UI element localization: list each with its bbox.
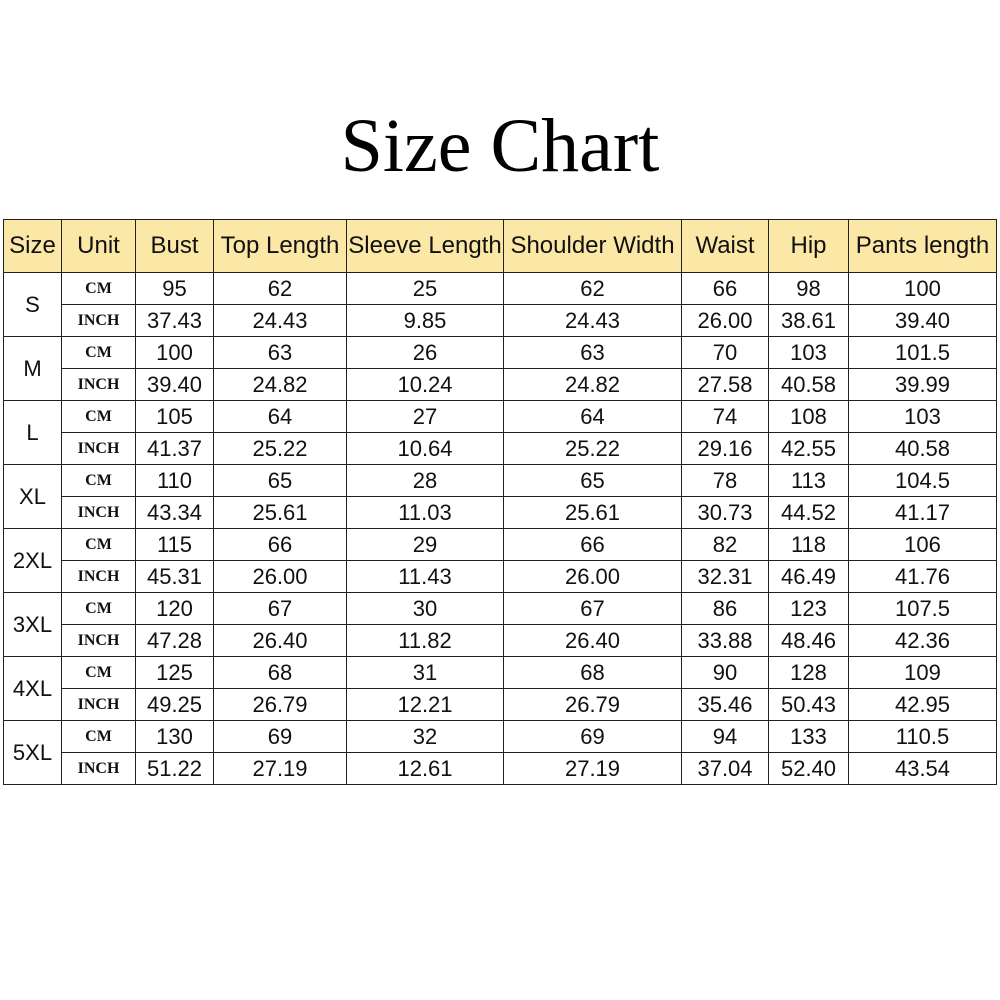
- pants-length-cm-cell: 110.5: [849, 721, 997, 753]
- table-row: [4, 273, 997, 305]
- unit-label: INCH: [62, 497, 136, 529]
- hip-inch-cell: 48.46: [769, 625, 849, 657]
- waist-cm-cell: 90: [682, 657, 769, 689]
- sleeve-length-inch-cell: 11.03: [347, 497, 504, 529]
- top-length-cm-cell: 68: [214, 657, 347, 689]
- top-length-inch-cell: 26.40: [214, 625, 347, 657]
- size-label: XL: [4, 465, 62, 529]
- unit-label: INCH: [62, 369, 136, 401]
- table-row: [4, 369, 997, 401]
- bust-inch-cell: 39.40: [136, 369, 214, 401]
- size-label: 3XL: [4, 593, 62, 657]
- size-label: 4XL: [4, 657, 62, 721]
- unit-label: INCH: [62, 625, 136, 657]
- sleeve-length-cm-cell: 25: [347, 273, 504, 305]
- table-row: [4, 305, 997, 337]
- pants-length-inch-cell: 39.40: [849, 305, 997, 337]
- size-label: 2XL: [4, 529, 62, 593]
- waist-cm-cell: 86: [682, 593, 769, 625]
- size-label: 5XL: [4, 721, 62, 785]
- hip-inch-cell: 46.49: [769, 561, 849, 593]
- pants-length-inch-cell: 43.54: [849, 753, 997, 785]
- shoulder-width-inch-cell: 25.22: [504, 433, 682, 465]
- shoulder-width-cm-cell: 63: [504, 337, 682, 369]
- bust-cm-cell: 125: [136, 657, 214, 689]
- unit-label: INCH: [62, 305, 136, 337]
- shoulder-width-cm-cell: 64: [504, 401, 682, 433]
- sleeve-length-cm-cell: 27: [347, 401, 504, 433]
- hip-inch-cell: 44.52: [769, 497, 849, 529]
- top-length-inch-cell: 25.61: [214, 497, 347, 529]
- pants-length-cm-cell: 100: [849, 273, 997, 305]
- waist-inch-cell: 32.31: [682, 561, 769, 593]
- shoulder-width-inch-cell: 26.00: [504, 561, 682, 593]
- top-length-cm-cell: 62: [214, 273, 347, 305]
- shoulder-width-cm-cell: 62: [504, 273, 682, 305]
- header-shoulder-width: Shoulder Width: [504, 220, 682, 273]
- table-header-row: [4, 220, 997, 273]
- shoulder-width-cm-cell: 65: [504, 465, 682, 497]
- bust-inch-cell: 41.37: [136, 433, 214, 465]
- pants-length-inch-cell: 40.58: [849, 433, 997, 465]
- unit-label: CM: [62, 401, 136, 433]
- size-label: L: [4, 401, 62, 465]
- waist-cm-cell: 82: [682, 529, 769, 561]
- table-row: [4, 561, 997, 593]
- table-row: [4, 753, 997, 785]
- shoulder-width-inch-cell: 24.43: [504, 305, 682, 337]
- hip-inch-cell: 52.40: [769, 753, 849, 785]
- top-length-cm-cell: 69: [214, 721, 347, 753]
- shoulder-width-inch-cell: 24.82: [504, 369, 682, 401]
- shoulder-width-cm-cell: 66: [504, 529, 682, 561]
- unit-label: CM: [62, 721, 136, 753]
- waist-cm-cell: 66: [682, 273, 769, 305]
- hip-cm-cell: 103: [769, 337, 849, 369]
- top-length-cm-cell: 67: [214, 593, 347, 625]
- unit-label: INCH: [62, 689, 136, 721]
- sleeve-length-inch-cell: 9.85: [347, 305, 504, 337]
- header-unit: Unit: [62, 220, 136, 273]
- waist-cm-cell: 74: [682, 401, 769, 433]
- waist-inch-cell: 37.04: [682, 753, 769, 785]
- sleeve-length-cm-cell: 29: [347, 529, 504, 561]
- top-length-cm-cell: 63: [214, 337, 347, 369]
- top-length-cm-cell: 64: [214, 401, 347, 433]
- unit-label: INCH: [62, 753, 136, 785]
- sleeve-length-cm-cell: 32: [347, 721, 504, 753]
- bust-cm-cell: 110: [136, 465, 214, 497]
- table-row: [4, 465, 997, 497]
- header-top-length: Top Length: [214, 220, 347, 273]
- hip-inch-cell: 38.61: [769, 305, 849, 337]
- sleeve-length-inch-cell: 12.21: [347, 689, 504, 721]
- sleeve-length-inch-cell: 10.24: [347, 369, 504, 401]
- table-row: [4, 593, 997, 625]
- pants-length-inch-cell: 42.95: [849, 689, 997, 721]
- bust-cm-cell: 115: [136, 529, 214, 561]
- unit-label: CM: [62, 593, 136, 625]
- waist-inch-cell: 33.88: [682, 625, 769, 657]
- header-size: Size: [4, 220, 62, 273]
- header-waist: Waist: [682, 220, 769, 273]
- header-sleeve-length: Sleeve Length: [347, 220, 504, 273]
- top-length-cm-cell: 65: [214, 465, 347, 497]
- table-row: [4, 497, 997, 529]
- pants-length-inch-cell: 41.76: [849, 561, 997, 593]
- waist-inch-cell: 29.16: [682, 433, 769, 465]
- bust-inch-cell: 37.43: [136, 305, 214, 337]
- size-chart-table: [3, 219, 997, 785]
- pants-length-cm-cell: 109: [849, 657, 997, 689]
- bust-cm-cell: 105: [136, 401, 214, 433]
- header-bust: Bust: [136, 220, 214, 273]
- shoulder-width-cm-cell: 69: [504, 721, 682, 753]
- waist-inch-cell: 26.00: [682, 305, 769, 337]
- hip-inch-cell: 50.43: [769, 689, 849, 721]
- waist-inch-cell: 30.73: [682, 497, 769, 529]
- top-length-inch-cell: 24.82: [214, 369, 347, 401]
- header-hip: Hip: [769, 220, 849, 273]
- sleeve-length-inch-cell: 12.61: [347, 753, 504, 785]
- waist-cm-cell: 78: [682, 465, 769, 497]
- shoulder-width-inch-cell: 26.79: [504, 689, 682, 721]
- sleeve-length-inch-cell: 10.64: [347, 433, 504, 465]
- bust-cm-cell: 130: [136, 721, 214, 753]
- size-label: S: [4, 273, 62, 337]
- pants-length-inch-cell: 41.17: [849, 497, 997, 529]
- table-row: [4, 657, 997, 689]
- hip-cm-cell: 123: [769, 593, 849, 625]
- table-row: [4, 721, 997, 753]
- hip-inch-cell: 40.58: [769, 369, 849, 401]
- unit-label: CM: [62, 273, 136, 305]
- sleeve-length-inch-cell: 11.43: [347, 561, 504, 593]
- table-row: [4, 689, 997, 721]
- hip-cm-cell: 108: [769, 401, 849, 433]
- top-length-inch-cell: 26.00: [214, 561, 347, 593]
- table-body: [4, 273, 997, 785]
- waist-inch-cell: 35.46: [682, 689, 769, 721]
- shoulder-width-cm-cell: 67: [504, 593, 682, 625]
- bust-cm-cell: 100: [136, 337, 214, 369]
- sleeve-length-inch-cell: 11.82: [347, 625, 504, 657]
- sleeve-length-cm-cell: 31: [347, 657, 504, 689]
- top-length-inch-cell: 26.79: [214, 689, 347, 721]
- bust-inch-cell: 47.28: [136, 625, 214, 657]
- unit-label: CM: [62, 337, 136, 369]
- table-row: [4, 337, 997, 369]
- table-row: [4, 529, 997, 561]
- bust-cm-cell: 120: [136, 593, 214, 625]
- table-row: [4, 625, 997, 657]
- pants-length-cm-cell: 101.5: [849, 337, 997, 369]
- bust-inch-cell: 45.31: [136, 561, 214, 593]
- unit-label: CM: [62, 657, 136, 689]
- unit-label: CM: [62, 465, 136, 497]
- header-pants-length: Pants length: [849, 220, 997, 273]
- waist-cm-cell: 70: [682, 337, 769, 369]
- sleeve-length-cm-cell: 28: [347, 465, 504, 497]
- hip-cm-cell: 113: [769, 465, 849, 497]
- sleeve-length-cm-cell: 30: [347, 593, 504, 625]
- unit-label: CM: [62, 529, 136, 561]
- hip-cm-cell: 128: [769, 657, 849, 689]
- hip-cm-cell: 118: [769, 529, 849, 561]
- pants-length-inch-cell: 39.99: [849, 369, 997, 401]
- top-length-inch-cell: 27.19: [214, 753, 347, 785]
- top-length-inch-cell: 25.22: [214, 433, 347, 465]
- pants-length-inch-cell: 42.36: [849, 625, 997, 657]
- hip-cm-cell: 98: [769, 273, 849, 305]
- top-length-cm-cell: 66: [214, 529, 347, 561]
- unit-label: INCH: [62, 433, 136, 465]
- shoulder-width-cm-cell: 68: [504, 657, 682, 689]
- shoulder-width-inch-cell: 25.61: [504, 497, 682, 529]
- unit-label: INCH: [62, 561, 136, 593]
- bust-inch-cell: 51.22: [136, 753, 214, 785]
- pants-length-cm-cell: 106: [849, 529, 997, 561]
- pants-length-cm-cell: 107.5: [849, 593, 997, 625]
- waist-cm-cell: 94: [682, 721, 769, 753]
- table-row: [4, 433, 997, 465]
- bust-inch-cell: 43.34: [136, 497, 214, 529]
- shoulder-width-inch-cell: 26.40: [504, 625, 682, 657]
- table-row: [4, 401, 997, 433]
- size-label: M: [4, 337, 62, 401]
- bust-cm-cell: 95: [136, 273, 214, 305]
- hip-inch-cell: 42.55: [769, 433, 849, 465]
- bust-inch-cell: 49.25: [136, 689, 214, 721]
- shoulder-width-inch-cell: 27.19: [504, 753, 682, 785]
- top-length-inch-cell: 24.43: [214, 305, 347, 337]
- pants-length-cm-cell: 104.5: [849, 465, 997, 497]
- hip-cm-cell: 133: [769, 721, 849, 753]
- sleeve-length-cm-cell: 26: [347, 337, 504, 369]
- pants-length-cm-cell: 103: [849, 401, 997, 433]
- waist-inch-cell: 27.58: [682, 369, 769, 401]
- page-title: Size Chart: [340, 104, 660, 188]
